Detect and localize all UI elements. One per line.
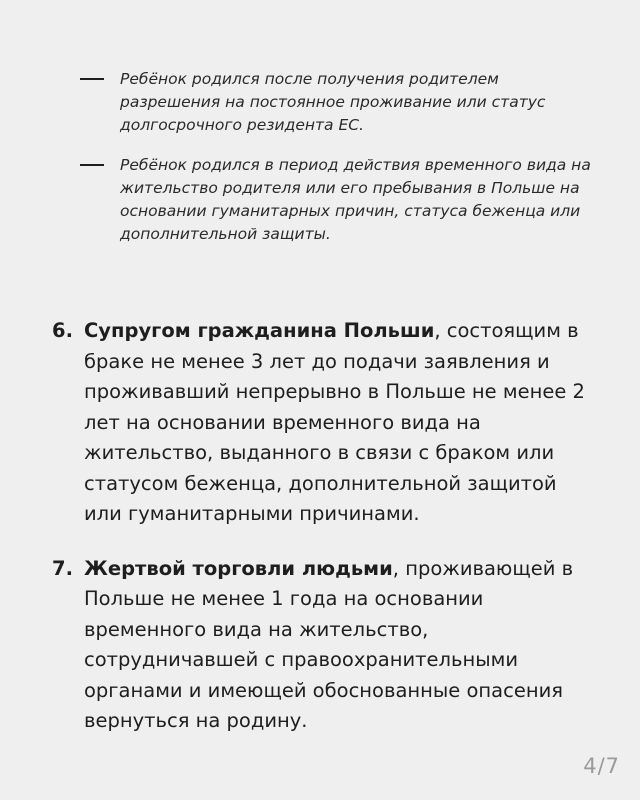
- item-heading: Супругом гражданина Польши: [84, 319, 435, 342]
- item-number: 7.: [52, 556, 73, 580]
- item-heading: Жертвой торговли людьми: [84, 556, 393, 580]
- list-item-6: [52, 316, 600, 530]
- item-description: , проживающей в Польше не менее 1 года на основании временного вида на жительство, сотрудничавшей с правоохранительными органами и имеющей обоснованные опасения вернуться на родину.: [84, 556, 574, 732]
- dash-bullet-icon: [80, 78, 104, 80]
- dash-bullet-icon: [80, 164, 104, 166]
- sub-condition-item: [80, 68, 600, 137]
- sub-condition-text: Ребёнок родился после получения родителем разрешения на постоянное проживание или статус долгосрочного резидента ЕС.: [120, 70, 546, 134]
- list-item-7: [52, 554, 600, 737]
- sub-condition-item: [80, 154, 600, 246]
- item-description: , состоящим в браке не менее 3 лет до подачи заявления и проживавший непрерывно в Польше не менее 2 лет на основании временного вида на жительство, выданного в связи с браком или статусом беженца, дополнительной защитой или гуманитарными причинами.: [84, 319, 585, 525]
- numbered-list: [52, 316, 600, 737]
- item-number: 6.: [52, 319, 73, 342]
- sub-condition-list: [80, 68, 600, 263]
- page-counter: 4/7: [583, 754, 620, 778]
- sub-condition-text: Ребёнок родился в период действия временного вида на жительство родителя или его пребывания в Польше на основании гуманитарных причин, статуса беженца или дополнительной защиты.: [120, 156, 591, 243]
